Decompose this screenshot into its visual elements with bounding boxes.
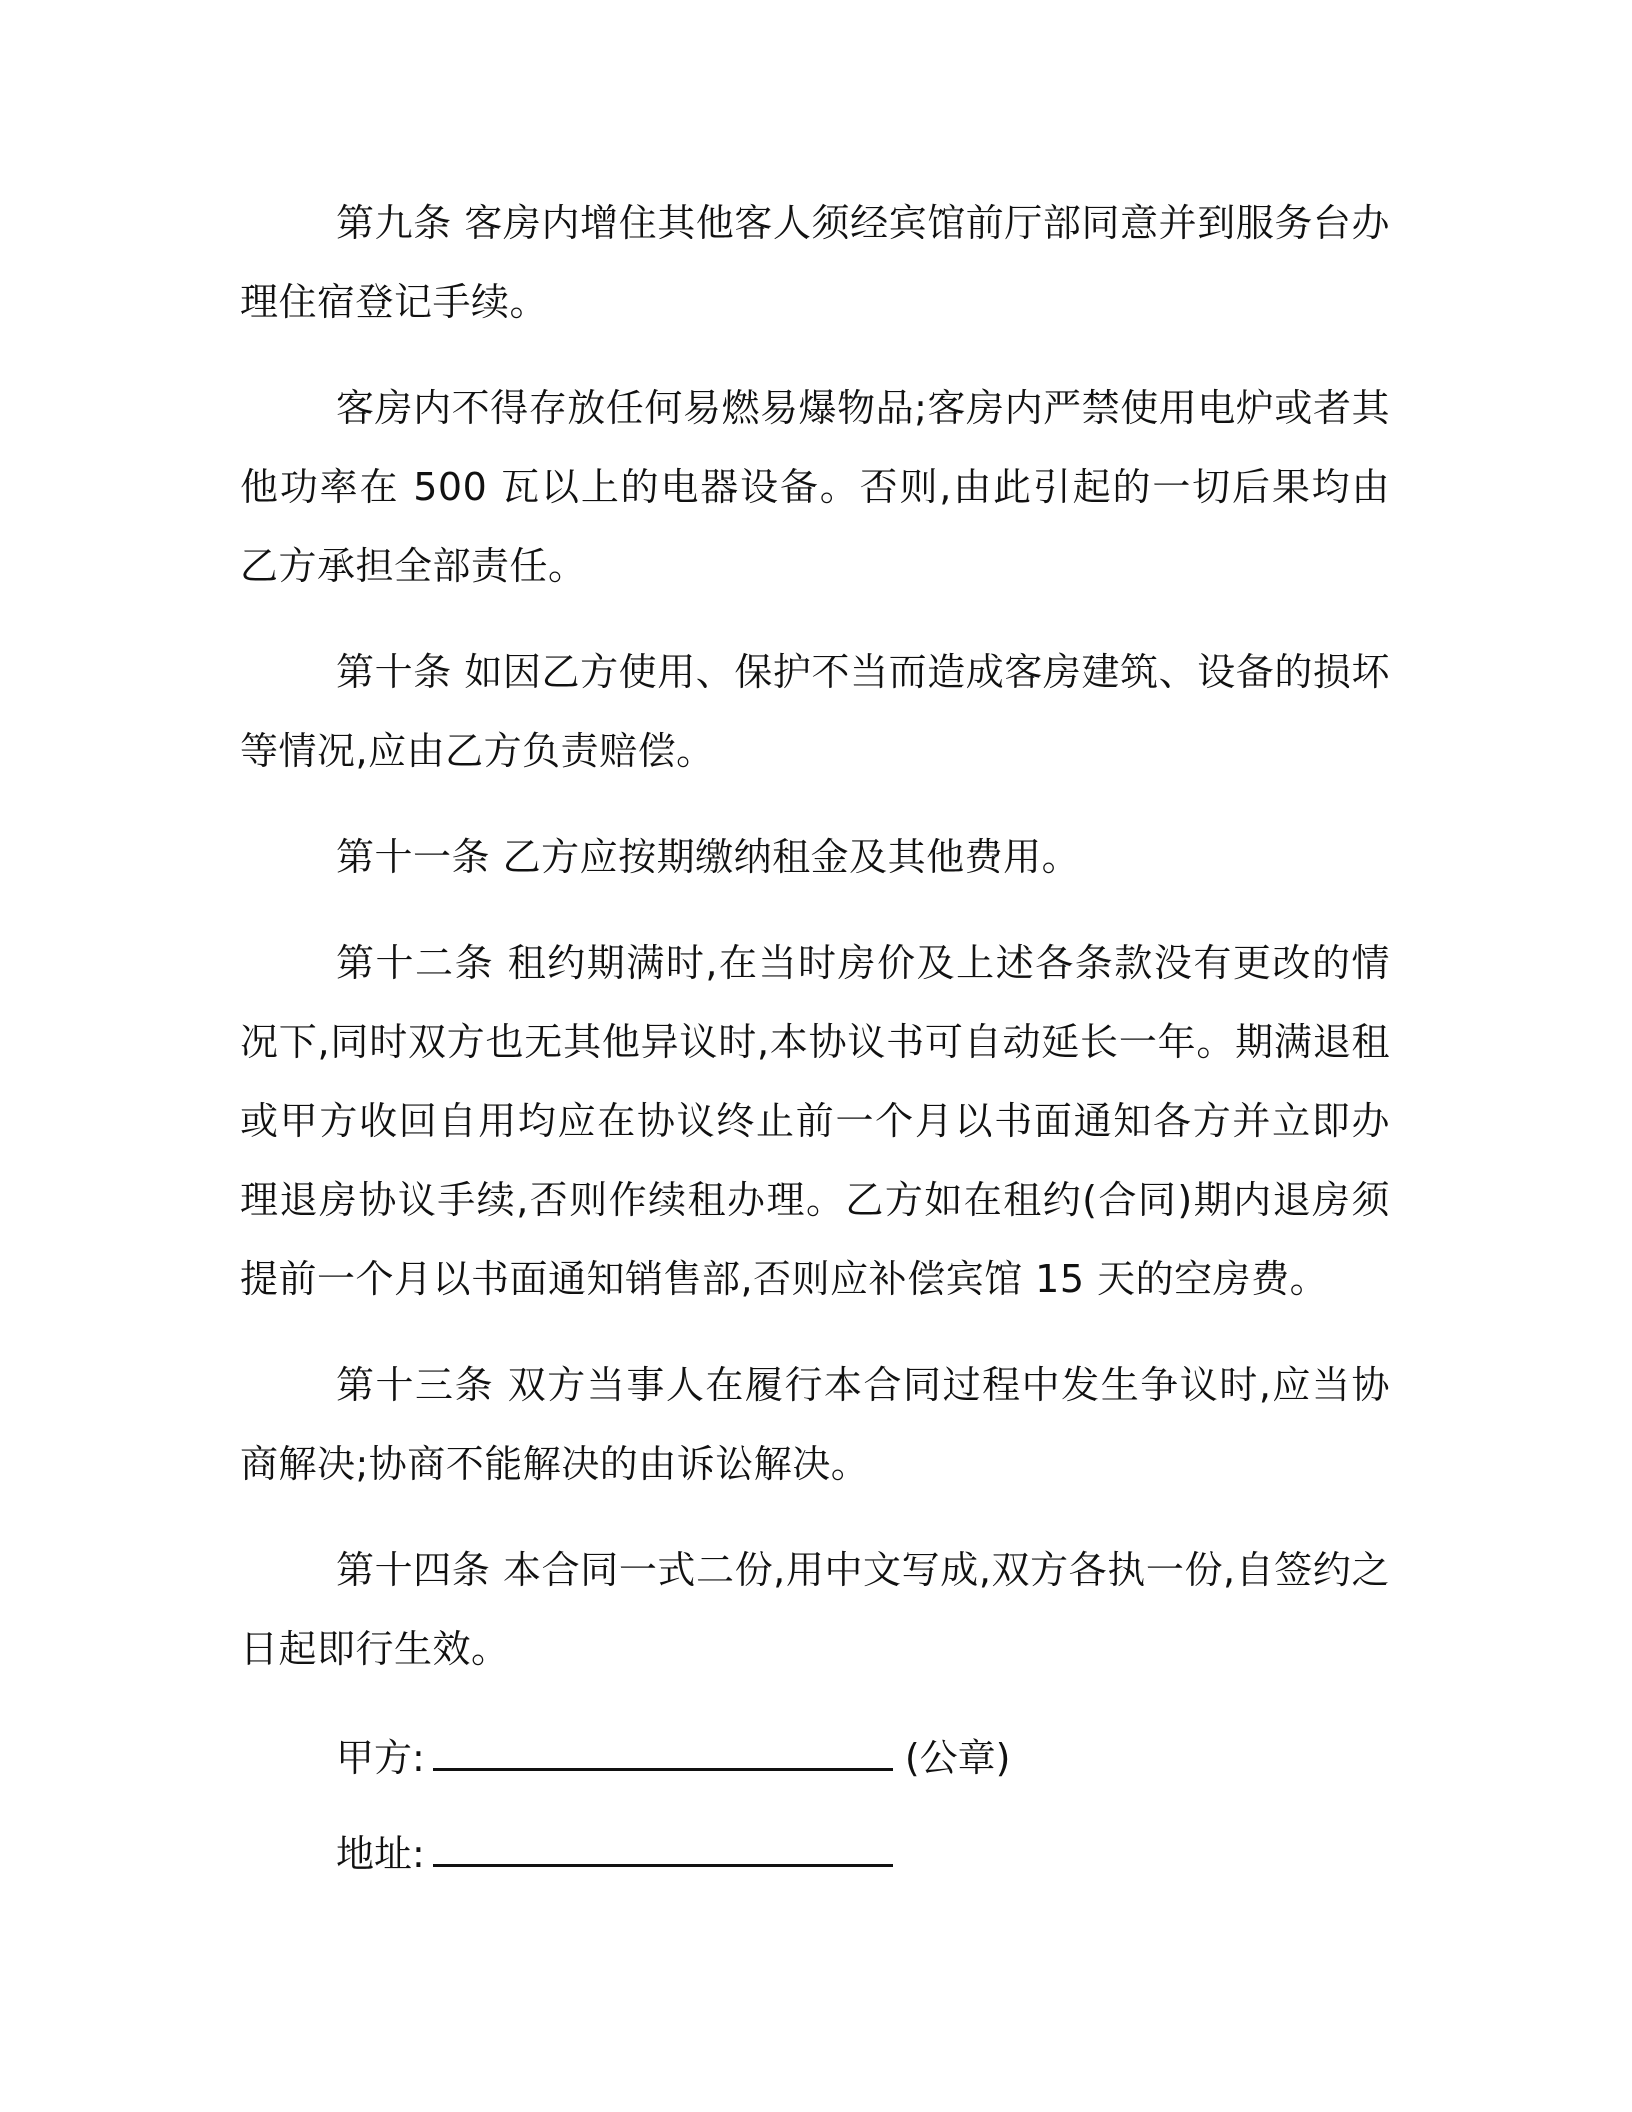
- address-label: 地址:: [336, 1832, 425, 1876]
- address-blank[interactable]: [433, 1836, 893, 1867]
- signature-block: [240, 1719, 1390, 1894]
- address-line: [336, 1815, 1390, 1894]
- clause-9: 第九条 客房内增住其他客人须经宾馆前厅部同意并到服务台办理住宿登记手续。: [240, 201, 1390, 324]
- party-a-line: [336, 1719, 1390, 1798]
- clause-10: 第十条 如因乙方使用、保护不当而造成客房建筑、设备的损坏等情况,应由乙方负责赔偿。: [240, 650, 1390, 773]
- party-a-label: 甲方:: [336, 1736, 425, 1780]
- clause-12: 第十二条 租约期满时,在当时房价及上述各条款没有更改的情况下,同时双方也无其他异议时,本协议书可自动延长一年。期满退租或甲方收回自用均应在协议终止前一个月以书面通知各方并立即办理退房协议手续,否则作续租办理。乙方如在租约(合同)期内退房须提前一个月以书面通知销售部,否则应补偿宾馆 15 天的空房费。: [240, 941, 1390, 1301]
- clause-14: 第十四条 本合同一式二份,用中文写成,双方各执一份,自签约之日起即行生效。: [240, 1548, 1390, 1671]
- clause-11: 第十一条 乙方应按期缴纳租金及其他费用。: [336, 835, 1081, 879]
- clause-13: 第十三条 双方当事人在履行本合同过程中发生争议时,应当协商解决;协商不能解决的由诉讼解决。: [240, 1363, 1390, 1486]
- document-body: [240, 184, 1390, 1894]
- party-a-seal-label: (公章): [904, 1736, 1011, 1780]
- clause-9-continued: 客房内不得存放任何易燃易爆物品;客房内严禁使用电炉或者其他功率在 500 瓦以上的电器设备。否则,由此引起的一切后果均由乙方承担全部责任。: [240, 386, 1390, 588]
- party-a-blank[interactable]: [433, 1740, 893, 1771]
